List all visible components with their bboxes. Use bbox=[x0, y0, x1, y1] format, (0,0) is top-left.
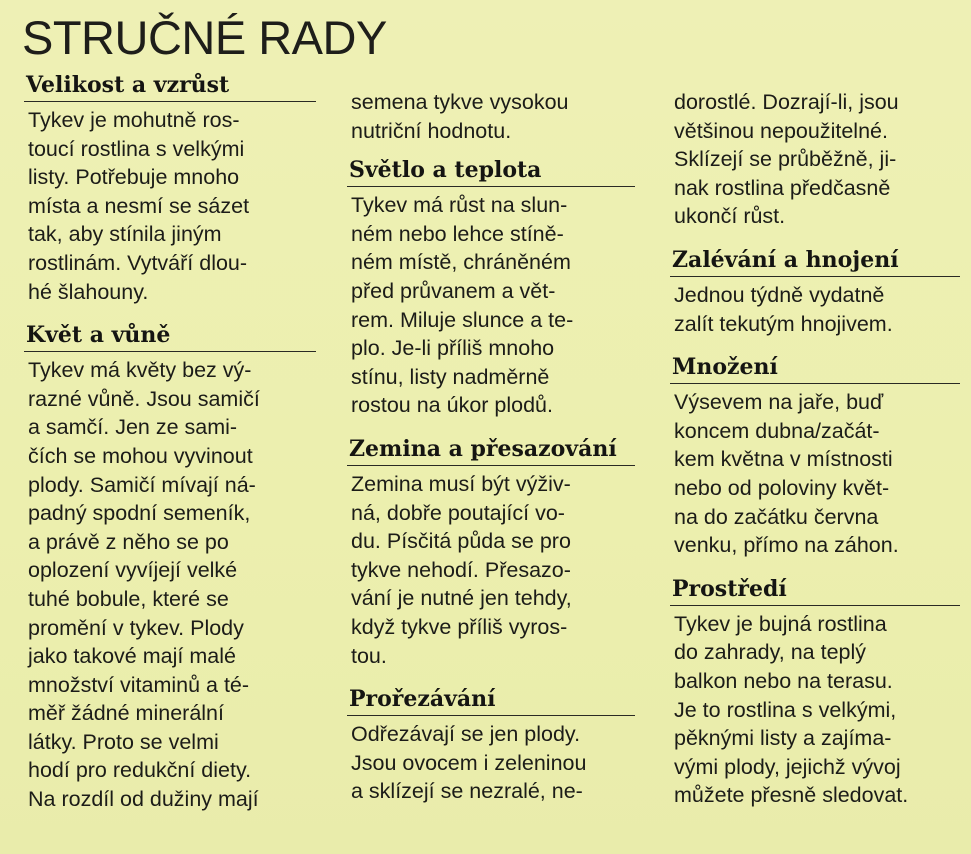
text-line: většinou nepoužitelné. bbox=[674, 118, 888, 143]
text-line: balkon nebo na terasu. bbox=[674, 668, 893, 693]
text-line: pěknými listy a zajíma- bbox=[674, 726, 892, 751]
section-heading: Zalévání a hnojení bbox=[672, 246, 899, 273]
text-line: nebo od poloviny květ- bbox=[674, 475, 890, 500]
section-pruning bbox=[347, 686, 635, 806]
section-body bbox=[24, 106, 316, 306]
text-line: stínu, listy nadměrně bbox=[351, 364, 550, 389]
text-line: oplození vyvíjejí velké bbox=[28, 558, 238, 583]
section-environment bbox=[670, 576, 960, 810]
section-body bbox=[24, 356, 316, 814]
text-line: rostlinám. Vytváří dlou- bbox=[28, 250, 248, 275]
text-line: Na rozdíl od dužiny mají bbox=[28, 787, 259, 812]
text-line: čích se mohou vyvinout bbox=[28, 443, 253, 468]
text-line: a sklízejí se nezralé, ne- bbox=[351, 779, 583, 804]
continued-text bbox=[347, 88, 635, 145]
text-line: tykve nehodí. Přesazo- bbox=[351, 557, 571, 582]
text-line: vání je nutné jen tehdy, bbox=[351, 586, 572, 611]
text-line: nak rostlina předčasně bbox=[674, 175, 891, 200]
text-line: koncem dubna/začát- bbox=[674, 418, 880, 443]
section-heading: Zemina a přesazování bbox=[349, 435, 617, 462]
text-line: hodí pro redukční diety. bbox=[28, 758, 252, 783]
section-body bbox=[347, 470, 635, 670]
section-watering-fertilizing bbox=[670, 247, 960, 338]
text-line: jako takové mají malé bbox=[28, 644, 236, 669]
text-line: nutriční hodnotu. bbox=[351, 118, 512, 143]
heading-rule bbox=[347, 186, 635, 187]
section-body bbox=[670, 610, 960, 810]
text-line: Tykev má květy bez vý- bbox=[28, 358, 252, 383]
heading-rule bbox=[670, 276, 960, 277]
text-line: můžete přesně sledovat. bbox=[674, 783, 909, 808]
section-body bbox=[670, 388, 960, 560]
section-light-temperature bbox=[347, 157, 635, 420]
text-line: rem. Miluje slunce a te- bbox=[351, 307, 574, 332]
text-line: semena tykve vysokou bbox=[351, 90, 569, 114]
text-line: Tykev má růst na slun- bbox=[351, 193, 568, 218]
text-line: ukončí růst. bbox=[674, 204, 786, 229]
column-1 bbox=[24, 72, 316, 814]
text-line: plo. Je-li příliš mnoho bbox=[351, 336, 555, 361]
text-line: když tykve příliš vyros- bbox=[351, 614, 568, 639]
section-flower-scent bbox=[24, 322, 316, 814]
text-line: měř žádné minerální bbox=[28, 701, 224, 726]
heading-rule bbox=[24, 351, 316, 352]
heading-rule bbox=[670, 383, 960, 384]
heading-rule bbox=[347, 715, 635, 716]
section-body bbox=[347, 191, 635, 420]
column-2 bbox=[347, 88, 635, 806]
text-line: a právě z něho se po bbox=[28, 529, 229, 554]
text-line: tak, aby stínila jiným bbox=[28, 222, 222, 247]
text-line: venku, přímo na záhon. bbox=[674, 533, 899, 558]
text-line: vými plody, jejichž vývoj bbox=[674, 754, 901, 779]
text-line: tou. bbox=[351, 643, 387, 668]
section-propagation bbox=[670, 354, 960, 560]
section-body bbox=[347, 720, 635, 806]
column-3 bbox=[670, 88, 960, 810]
text-line: Je to rostlina s velkými, bbox=[674, 697, 897, 722]
text-line: tuhé bobule, které se bbox=[28, 586, 229, 611]
text-line: kem května v místnosti bbox=[674, 447, 893, 472]
section-heading: Světlo a teplota bbox=[349, 157, 542, 184]
text-line: padný spodní semeník, bbox=[28, 501, 251, 526]
page-title: STRUČNÉ RADY bbox=[22, 11, 387, 64]
text-line: do zahrady, na teplý bbox=[674, 640, 867, 665]
text-line: Jsou ovocem i zeleninou bbox=[351, 750, 587, 775]
continued-text bbox=[670, 88, 960, 231]
section-soil-repotting bbox=[347, 436, 635, 670]
text-line: dorostlé. Dozrají-li, jsou bbox=[674, 90, 899, 114]
text-line: Odřezávají se jen plody. bbox=[351, 722, 581, 747]
section-heading: Prořezávání bbox=[349, 686, 496, 713]
section-heading: Prostředí bbox=[672, 575, 787, 602]
text-line: látky. Proto se velmi bbox=[28, 729, 219, 754]
text-line: ném místě, chráněném bbox=[351, 250, 571, 275]
text-line: Tykev je mohutně ros- bbox=[28, 108, 240, 132]
text-line: toucí rostlina s velkými bbox=[28, 136, 245, 161]
text-line: a samčí. Jen ze sami- bbox=[28, 415, 238, 440]
text-line: rostou na úkor plodů. bbox=[351, 393, 553, 418]
text-line: plody. Samičí mívají ná- bbox=[28, 472, 256, 497]
section-heading: Květ a vůně bbox=[26, 322, 171, 349]
text-line: Tykev je bujná rostlina bbox=[674, 611, 887, 636]
text-line: Sklízejí se průběžně, ji- bbox=[674, 147, 897, 172]
text-line: du. Písčitá půda se pro bbox=[351, 529, 571, 554]
text-line: promění v tykev. Plody bbox=[28, 615, 244, 640]
section-size-growth bbox=[24, 72, 316, 306]
section-body bbox=[670, 281, 960, 338]
heading-rule bbox=[670, 605, 960, 606]
text-line: ná, dobře poutající vo- bbox=[351, 500, 565, 525]
text-line: razné vůně. Jsou samičí bbox=[28, 386, 260, 411]
section-heading: Množení bbox=[672, 354, 778, 381]
text-line: Jednou týdně vydatně bbox=[674, 282, 885, 307]
text-line: množství vitaminů a té- bbox=[28, 672, 250, 697]
text-line: místa a nesmí se sázet bbox=[28, 193, 250, 218]
text-line: listy. Potřebuje mnoho bbox=[28, 165, 240, 190]
section-heading: Velikost a vzrůst bbox=[26, 72, 230, 98]
text-line: na do začátku června bbox=[674, 504, 879, 529]
heading-rule bbox=[24, 101, 316, 102]
text-line: Zemina musí být výživ- bbox=[351, 471, 571, 496]
text-line: Výsevem na jaře, buď bbox=[674, 390, 884, 415]
text-line: před průvanem a vět- bbox=[351, 278, 556, 303]
text-line: ném nebo lehce stíně- bbox=[351, 221, 564, 246]
text-line: zalít tekutým hnojivem. bbox=[674, 311, 893, 336]
text-line: hé šlahouny. bbox=[28, 279, 149, 304]
heading-rule bbox=[347, 465, 635, 466]
